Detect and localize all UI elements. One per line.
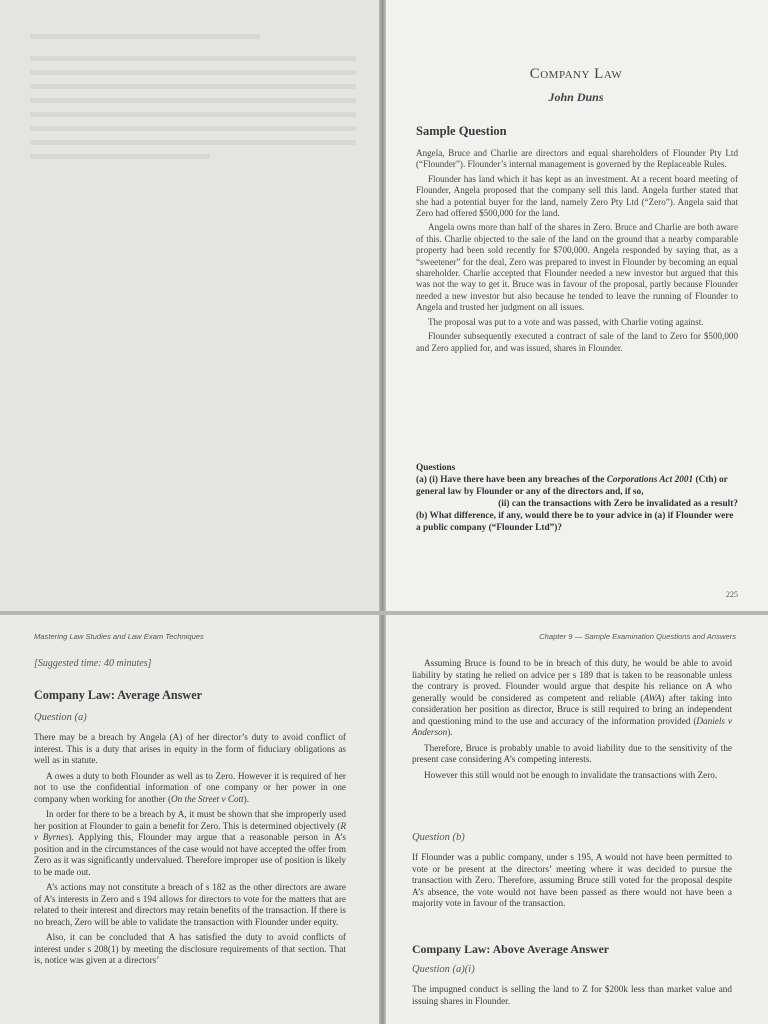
- top-right-page: [384, 0, 768, 612]
- answer-heading: Company Law: Average Answer: [34, 688, 203, 702]
- book-spine-shadow: [379, 0, 386, 612]
- answer-text-b: [412, 852, 732, 914]
- paragraph: However this still would not be enough to invalidate the transactions with Zero.: [424, 769, 718, 780]
- answer-text: [412, 658, 732, 785]
- paragraph: A owes a duty to both Flounder as well as to Zero. However it is required of her not to use the confidential information of one company or her power in one company when working for another (On the Street v Cott).: [34, 770, 346, 804]
- question-a-i: (a) (i) Have there have been any breaches of the Corporations Act 2001 (Cth) or general law by Flounder or any of the directors and, if so,: [416, 475, 728, 497]
- paragraph: Flounder subsequently executed a contract of sale of the land to Zero for $500,000 and Zero applied for, and was issued, shares in Flounder.: [416, 331, 738, 353]
- bottom-left-page: [0, 614, 382, 1024]
- paragraph: If Flounder was a public company, under s 195, A would not have been permitted to vote or be present at the directors’ meeting where it was decided to pursue the transaction with Zero. Therefore, assuming Bruce still voted for the proposal despite A’s absence, the vote would not have been passed as there would not have been a majority vote in favour of the transaction.: [412, 852, 732, 908]
- paragraph: Flounder has land which it has kept as an investment. At a recent board meeting of Flounder, Angela proposed that the company sell this land. Angela further stated that she had a potential buyer for the land, namely Zero Pty Ltd (“Zero”). Angela said that Zero had offered $500,000 for the land.: [416, 173, 738, 219]
- question-a-ii: (ii) can the transactions with Zero be invalidated as a result?: [498, 499, 738, 509]
- page-number: 225: [726, 590, 738, 599]
- paragraph: The proposal was put to a vote and was passed, with Charlie voting against.: [428, 316, 704, 327]
- author-name: John Duns: [548, 90, 604, 104]
- paragraph: Angela owns more than half of the shares in Zero. Bruce and Charlie are both aware of this. Charlie objected to the sale of the land on the ground that a nearby comparable property had been sold recently for $700,000. Angela responded by saying that, as a “sweetener” for the deal, Zero was prepared to invest in Flounder by becoming an equal shareholder. Charlie accepted that Flounder needed a new investor but argued that this was not the way to get it. Bruce was in favour of the proposal, partly because Flounder needed a new investor but also because he tended to leave the running of Flounder to Angela and trusted her judgment on all issues.: [416, 222, 738, 313]
- answer-heading: Company Law: Above Average Answer: [412, 942, 610, 956]
- faded-left-page: [0, 0, 382, 612]
- paragraph: Therefore, Bruce is probably unable to avoid liability due to the sensitivity of the present case considering A’s competing interests.: [412, 742, 732, 764]
- running-head: Mastering Law Studies and Law Exam Techniques: [34, 632, 204, 641]
- answer-text: [34, 732, 346, 971]
- question-label: Question (b): [412, 832, 465, 843]
- paragraph: Angela, Bruce and Charlie are directors and equal shareholders of Flounder Pty Ltd (“Flounder”). Flounder’s internal management is governed by the Replaceable Rules.: [416, 148, 738, 170]
- paragraph: There may be a breach by Angela (A) of her director’s duty to avoid conflict of interest. This is a duty that arises in equity in the form of fiduciary obligations as well as in statute.: [34, 732, 346, 765]
- question-label: Question (a): [34, 712, 87, 723]
- paragraph: A’s actions may not constitute a breach of s 182 as the other directors are aware of A’s interests in Zero and s 194 allows for directors to vote for the matters that are related to their interest and directors may retain benefits of the transaction. If there is no breach, Zero will be able to validate the transaction with Flounder under equity.: [34, 882, 346, 927]
- question-label: Question (a)(i): [412, 964, 475, 975]
- running-head: Chapter 9 — Sample Examination Questions and Answers: [539, 632, 736, 641]
- question-b: (b) What difference, if any, would there be to your advice in (a) if Flounder were a public company (“Flounder Ltd”)?: [416, 511, 734, 533]
- paragraph: Assuming Bruce is found to be in breach of this duty, he would be able to avoid liability by stating he relied on advice per s 189 that is taken to be reasonable unless the contrary is proved. Flounder would argue that despite his reliance on A who generally would be considered as competent and reliable (AWA) after taking into consideration her position as director, Bruce is still required to bring an independent and questioning mind to the use and accuracy of the information provided (Daniels v Anderson).: [412, 658, 732, 737]
- sample-question-text: [416, 148, 738, 357]
- answer-text-above: [412, 984, 732, 1011]
- questions-block: [416, 462, 738, 534]
- suggested-time: [Suggested time: 40 minutes]: [34, 658, 152, 669]
- bottom-right-page: [384, 614, 768, 1024]
- paragraph: The impugned conduct is selling the land to Z for $200k less than market value and issuing shares in Flounder.: [412, 984, 732, 1006]
- scan-divider: [0, 611, 768, 615]
- questions-heading: Questions: [416, 463, 456, 473]
- section-heading: Sample Question: [416, 124, 507, 138]
- book-title: Company Law: [529, 66, 623, 82]
- book-spine-shadow: [379, 614, 386, 1024]
- paragraph: In order for there to be a breach by A, it must be shown that she improperly used her position at Flounder to gain a benefit for Zero. This is determined objectively (R v Byrnes). Applying this, Flounder may argue that a reasonable person in A’s position and in the circumstances of the case would not have accepted the offer from Zero as it was significantly undervalued. Therefore improper use of position is likely to be made out.: [34, 809, 347, 877]
- paragraph: Also, it can be concluded that A has satisfied the duty to avoid conflicts of interest under s 208(1) by meeting the disclosure requirements of that section. That is, notice was given at a directors’: [34, 932, 346, 965]
